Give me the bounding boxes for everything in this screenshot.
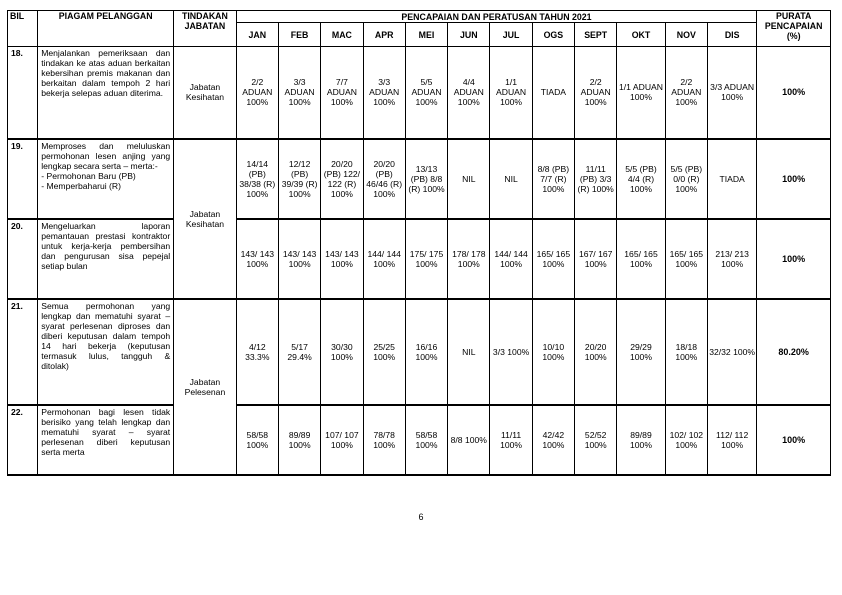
month-cell: 2/2 ADUAN 100%: [575, 47, 617, 139]
header-month: MAC: [321, 23, 363, 47]
month-cell: 112/ 112 100%: [707, 405, 756, 475]
month-cell: 165/ 165 100%: [617, 219, 665, 299]
month-cell: 143/ 143 100%: [236, 219, 278, 299]
table-row: [8, 219, 831, 299]
table-row: [8, 139, 831, 219]
row-number: 20.: [8, 219, 38, 299]
month-cell: TIADA: [707, 139, 756, 219]
month-cell: 165/ 165 100%: [532, 219, 574, 299]
purata-value: 100%: [757, 47, 831, 139]
month-cell: 4/12 33.3%: [236, 299, 278, 405]
header-month: MEI: [405, 23, 447, 47]
header-month: OKT: [617, 23, 665, 47]
header-month: DIS: [707, 23, 756, 47]
piagam-description: Permohonan bagi lesen tidak berisiko yang telah lengkap dan mematuhi syarat – syarat perlesenan diberi keputusan serta merta: [38, 405, 174, 475]
month-cell: 5/5 (PB) 0/0 (R) 100%: [665, 139, 707, 219]
month-cell: 2/2 ADUAN 100%: [236, 47, 278, 139]
month-cell: 165/ 165 100%: [665, 219, 707, 299]
month-cell: 3/3 100%: [490, 299, 532, 405]
header-month: APR: [363, 23, 405, 47]
month-cell: 8/8 100%: [448, 405, 490, 475]
month-cell: 11/11 (PB) 3/3 (R) 100%: [575, 139, 617, 219]
purata-value: 100%: [757, 219, 831, 299]
piagam-description: Semua permohonan yang lengkap dan mematuhi syarat – syarat perlesenan diproses dan diberi keputusan dalam tempoh 14 hari bekerja (keputusan termasuk lulus, tangguh & ditolak): [38, 299, 174, 405]
month-cell: 32/32 100%: [707, 299, 756, 405]
table-row: [8, 47, 831, 139]
month-cell: 3/3 ADUAN 100%: [278, 47, 320, 139]
header-piagam: PIAGAM PELANGGAN: [38, 11, 174, 47]
month-cell: 20/20 (PB) 122/ 122 (R) 100%: [321, 139, 363, 219]
month-cell: 5/5 ADUAN 100%: [405, 47, 447, 139]
month-cell: TIADA: [532, 47, 574, 139]
month-cell: 52/52 100%: [575, 405, 617, 475]
month-cell: 178/ 178 100%: [448, 219, 490, 299]
month-cell: 4/4 ADUAN 100%: [448, 47, 490, 139]
table-row: [8, 405, 831, 475]
month-cell: 11/11 100%: [490, 405, 532, 475]
month-cell: 78/78 100%: [363, 405, 405, 475]
month-cell: 58/58 100%: [405, 405, 447, 475]
header-month: OGS: [532, 23, 574, 47]
header-purata: PURATA PENCAPAIAN (%): [757, 11, 831, 47]
header-bil: BIL: [8, 11, 38, 47]
month-cell: 5/5 (PB) 4/4 (R) 100%: [617, 139, 665, 219]
page-number: 6: [418, 512, 424, 522]
month-cell: 14/14 (PB) 38/38 (R) 100%: [236, 139, 278, 219]
piagam-description: Memproses dan meluluskan permohonan lesen anjing yang lengkap secara serta – merta:- - Permohonan Baru (PB) - Memperbaharui (R): [38, 139, 174, 219]
month-cell: NIL: [448, 139, 490, 219]
header-month: JAN: [236, 23, 278, 47]
month-cell: 144/ 144 100%: [363, 219, 405, 299]
month-cell: 20/20 100%: [575, 299, 617, 405]
month-cell: 29/29 100%: [617, 299, 665, 405]
purata-value: 100%: [757, 139, 831, 219]
month-cell: 213/ 213 100%: [707, 219, 756, 299]
month-cell: 10/10 100%: [532, 299, 574, 405]
piagam-description: Mengeluarkan laporan pemantauan prestasi kontraktor untuk kerja-kerja pembersihan dan pengurusan sisa pepejal setiap bulan: [38, 219, 174, 299]
header-month: JUN: [448, 23, 490, 47]
month-cell: 3/3 ADUAN 100%: [707, 47, 756, 139]
month-cell: 143/ 143 100%: [278, 219, 320, 299]
month-cell: 144/ 144 100%: [490, 219, 532, 299]
month-cell: 89/89 100%: [617, 405, 665, 475]
tindakan-jabatan: Jabatan Kesihatan: [174, 47, 236, 139]
month-cell: 12/12 (PB) 39/39 (R) 100%: [278, 139, 320, 219]
month-cell: 102/ 102 100%: [665, 405, 707, 475]
month-cell: 25/25 100%: [363, 299, 405, 405]
header-tindakan: TINDAKAN JABATAN: [174, 11, 236, 47]
header-pencapaian: PENCAPAIAN DAN PERATUSAN TAHUN 2021: [236, 11, 757, 23]
row-number: 22.: [8, 405, 38, 475]
header-month: JUL: [490, 23, 532, 47]
month-cell: 2/2 ADUAN 100%: [665, 47, 707, 139]
month-cell: NIL: [448, 299, 490, 405]
table-row: [8, 299, 831, 405]
piagam-description: Menjalankan pemeriksaan dan tindakan ke atas aduan berkaitan kebersihan premis makanan dan berkaitan dalam tempoh 2 hari bekerja selepas aduan diterima.: [38, 47, 174, 139]
month-cell: 8/8 (PB) 7/7 (R) 100%: [532, 139, 574, 219]
month-cell: 16/16 100%: [405, 299, 447, 405]
month-cell: 58/58 100%: [236, 405, 278, 475]
month-cell: 5/17 29.4%: [278, 299, 320, 405]
row-number: 21.: [8, 299, 38, 405]
month-cell: 18/18 100%: [665, 299, 707, 405]
header-month: NOV: [665, 23, 707, 47]
month-cell: 167/ 167 100%: [575, 219, 617, 299]
tindakan-jabatan: Jabatan Pelesenan: [174, 299, 236, 475]
month-cell: 1/1 ADUAN 100%: [490, 47, 532, 139]
row-number: 18.: [8, 47, 38, 139]
month-cell: 20/20 (PB) 46/46 (R) 100%: [363, 139, 405, 219]
purata-value: 100%: [757, 405, 831, 475]
month-cell: 107/ 107 100%: [321, 405, 363, 475]
month-cell: 42/42 100%: [532, 405, 574, 475]
month-cell: 7/7 ADUAN 100%: [321, 47, 363, 139]
month-cell: 1/1 ADUAN 100%: [617, 47, 665, 139]
month-cell: 13/13 (PB) 8/8 (R) 100%: [405, 139, 447, 219]
month-cell: 175/ 175 100%: [405, 219, 447, 299]
row-number: 19.: [8, 139, 38, 219]
header-month: FEB: [278, 23, 320, 47]
month-cell: NIL: [490, 139, 532, 219]
purata-value: 80.20%: [757, 299, 831, 405]
header-month: SEPT: [575, 23, 617, 47]
tindakan-jabatan: Jabatan Kesihatan: [174, 139, 236, 299]
month-cell: 143/ 143 100%: [321, 219, 363, 299]
month-cell: 30/30 100%: [321, 299, 363, 405]
month-cell: 89/89 100%: [278, 405, 320, 475]
performance-table: [7, 10, 831, 476]
month-cell: 3/3 ADUAN 100%: [363, 47, 405, 139]
